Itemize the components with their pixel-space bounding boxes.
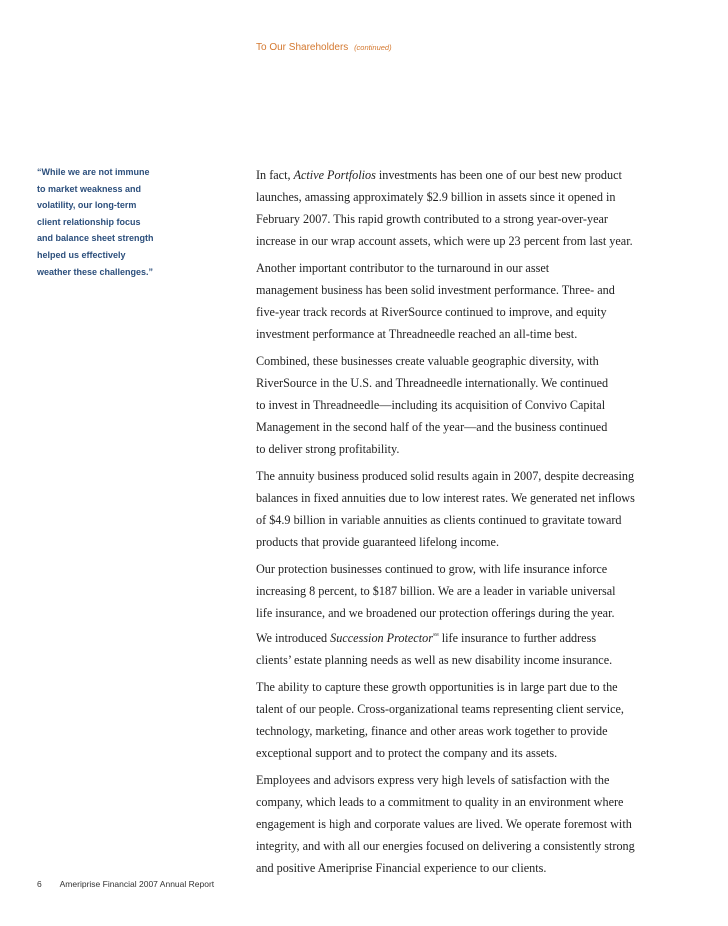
paragraph-line: The ability to capture these growth opportunities is in large part due to the (256, 680, 618, 694)
text-run: In fact, (256, 168, 294, 182)
paragraph-geographic-diversity (256, 350, 636, 460)
text-run: We introduced (256, 631, 331, 645)
paragraph-employees (256, 769, 636, 879)
paragraph-protection (256, 558, 636, 671)
pull-quote-line: volatility, our long-term (37, 200, 137, 211)
paragraph-line: exceptional support and to protect the company and its assets. (256, 746, 558, 760)
service-mark: SM (432, 632, 439, 637)
page-number: 6 (37, 879, 42, 889)
paragraph-line: investment performance at Threadneedle reached an all-time best. (256, 327, 578, 341)
pull-quote-line: weather these challenges.” (37, 266, 154, 277)
pull-quote (37, 164, 237, 280)
running-header (256, 42, 392, 53)
text-run: life insurance to further address (438, 631, 597, 645)
paragraph-line: February 2007. This rapid growth contributed to a strong year-over-year (256, 212, 608, 226)
paragraph-line: balances in fixed annuities due to low interest rates. We generated net inflows (256, 491, 635, 505)
paragraph-line: of $4.9 billion in variable annuities as clients continued to gravitate toward (256, 513, 622, 527)
pull-quote-line: “While we are not immune (37, 167, 150, 177)
product-name: Succession Protector (330, 631, 433, 645)
paragraph-line: RiverSource in the U.S. and Threadneedle internationally. We continued (256, 376, 609, 390)
paragraph-asset-management (256, 257, 636, 345)
paragraph-annuity (256, 465, 636, 553)
pull-quote-line: and balance sheet strength (37, 233, 154, 244)
page-footer (37, 879, 214, 889)
paragraph-line: and positive Ameriprise Financial experience to our clients. (256, 861, 547, 875)
paragraph-line: five-year track records at RiverSource continued to improve, and equity (256, 305, 607, 319)
paragraph-line: products that provide guaranteed lifelong income. (256, 535, 499, 549)
paragraph-line: Management in the second half of the year—and the business continued (256, 420, 608, 434)
header-subtitle: (continued) (354, 43, 392, 52)
paragraph-active-portfolios (256, 164, 636, 252)
paragraph-line: increase in our wrap account assets, which were up 23 percent from last year. (256, 234, 633, 248)
paragraph-line: Combined, these businesses create valuable geographic diversity, with (256, 354, 599, 368)
paragraph-line: management business has been solid investment performance. Three- and (256, 283, 615, 297)
paragraph-line: engagement is high and corporate values are lived. We operate foremost with (256, 817, 632, 831)
paragraph-line: to deliver strong profitability. (256, 442, 400, 456)
paragraph-line: integrity, and with all our energies focused on delivering a consistently strong (256, 839, 635, 853)
letter-body (256, 164, 636, 884)
report-title: Ameriprise Financial 2007 Annual Report (59, 879, 215, 889)
paragraph-people (256, 676, 636, 764)
pull-quote-line: helped us effectively (37, 249, 126, 260)
paragraph-line: company, which leads to a commitment to quality in an environment where (256, 795, 624, 809)
paragraph-line: Our protection businesses continued to grow, with life insurance inforce (256, 562, 608, 576)
paragraph-line: Another important contributor to the turnaround in our asset (256, 261, 550, 275)
paragraph-line: Employees and advisors express very high levels of satisfaction with the (256, 773, 610, 787)
paragraph-line: talent of our people. Cross-organizational teams representing client service, (256, 702, 624, 716)
paragraph-line: to invest in Threadneedle—including its acquisition of Convivo Capital (256, 398, 606, 412)
paragraph-line: clients’ estate planning needs as well as new disability income insurance. (256, 653, 613, 667)
product-name: Active Portfolios (293, 168, 376, 182)
paragraph-line: technology, marketing, finance and other areas work together to provide (256, 724, 608, 738)
paragraph-line (256, 624, 636, 649)
paragraph-line: life insurance, and we broadened our protection offerings during the year. (256, 606, 615, 620)
text-run: investments has been one of our best new product (375, 168, 622, 182)
pull-quote-line: client relationship focus (37, 216, 141, 227)
paragraph-line: increasing 8 percent, to $187 billion. We are a leader in variable universal (256, 584, 616, 598)
paragraph-line: launches, amassing approximately $2.9 billion in assets since it opened in (256, 190, 616, 204)
pull-quote-line: to market weakness and (37, 183, 142, 194)
header-title: To Our Shareholders (256, 42, 349, 53)
paragraph-line: The annuity business produced solid results again in 2007, despite decreasing (256, 469, 635, 483)
paragraph-line (256, 164, 636, 186)
